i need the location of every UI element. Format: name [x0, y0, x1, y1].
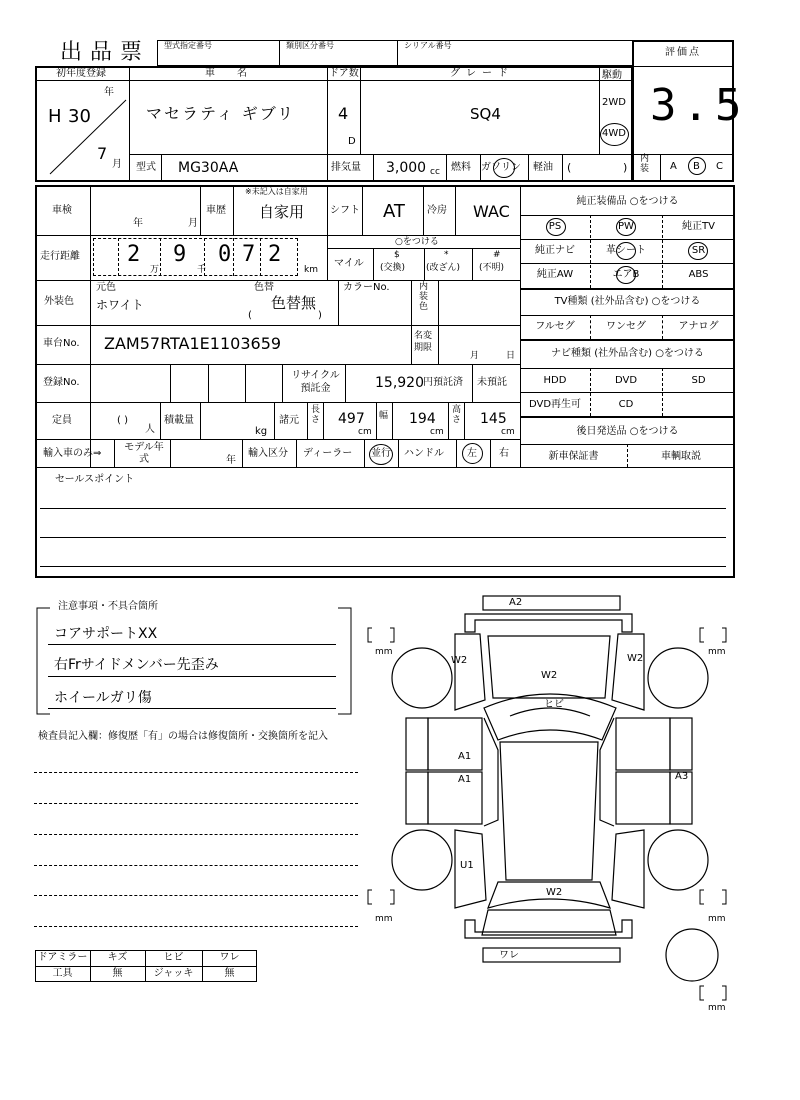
- damage-mark-w2-trunk: W2: [546, 887, 563, 898]
- tv-oneseg: ワンセグ: [606, 321, 646, 332]
- tire-mm-front-left: mm: [375, 647, 393, 657]
- legend-doormirror: ドアミラー: [37, 952, 88, 963]
- mileage-sen-unit: 千: [197, 265, 207, 275]
- interior-b-circle: [688, 157, 706, 175]
- model-year-label: モデル年式: [124, 442, 164, 465]
- equip-pw-circle: [616, 218, 636, 236]
- mile-opt3-symbol: #: [493, 250, 501, 260]
- equip-aw: 純正AW: [536, 269, 574, 280]
- handle-left: 左: [467, 448, 477, 459]
- light-oil-label: 軽油: [533, 162, 553, 173]
- height-label: 高さ: [452, 405, 462, 425]
- mileage-digit-5: 2: [268, 242, 282, 267]
- mileage-label: 走行距離: [40, 251, 80, 262]
- category-label: 類別区分番号: [286, 41, 334, 50]
- interior-b: B: [693, 161, 700, 172]
- equip-airbag-circle: [616, 266, 636, 284]
- mile-opt1-symbol: $: [394, 250, 400, 260]
- title-expiry-label: 名変期限: [414, 331, 433, 353]
- grade-label: グレード: [450, 68, 514, 79]
- legend-crack: ヒビ: [163, 952, 184, 963]
- first-reg-label: 初年度登録: [56, 68, 106, 79]
- dimensions-label: 諸元: [279, 415, 299, 426]
- color-no-label: カラーNo.: [343, 282, 390, 293]
- damage-mark-a1-rear-door: A1: [458, 774, 472, 785]
- orig-color-label: 元色: [96, 282, 116, 293]
- import-label: 輸入車のみ⇒: [43, 448, 102, 459]
- import-type-value: ディーラー: [303, 448, 353, 459]
- mile-attach-label: ○をつける: [395, 237, 439, 247]
- recycle-value: 15,920: [375, 375, 424, 391]
- load-unit: kg: [255, 426, 268, 437]
- car-diagram: [360, 590, 740, 1020]
- width-unit: cm: [430, 427, 444, 437]
- inspector-label: 検査員記入欄：修復歴「有」の場合は修復箇所・交換箇所を記入: [38, 731, 328, 742]
- damage-mark-a3-right: A3: [675, 771, 689, 782]
- width-value: 194: [409, 411, 436, 427]
- mile-opt2-symbol: *: [444, 250, 449, 260]
- history-value: 自家用: [259, 203, 305, 221]
- equip-ps: PS: [548, 221, 562, 232]
- doors-suffix: D: [348, 136, 356, 147]
- interior-a: A: [670, 161, 677, 172]
- capacity-label: 定員: [52, 415, 72, 426]
- legend-jack-value: 無: [224, 968, 235, 979]
- exterior-color-label: 外装色: [44, 296, 74, 307]
- repaint-paren-open: (: [248, 310, 252, 321]
- damage-mark-crack-windshield: ヒビ: [544, 699, 564, 710]
- era-label: H: [48, 106, 62, 127]
- shaken-month-unit: 月: [188, 218, 198, 229]
- doors-label: ドア数: [329, 68, 359, 79]
- tire-mm-rear-left: mm: [375, 914, 393, 924]
- legend-tools: 工具: [52, 968, 73, 979]
- chassis-value: ZAM57RTA1E1103659: [104, 334, 282, 353]
- legend-jack: ジャッキ: [153, 968, 194, 979]
- equip-pw: PW: [618, 221, 634, 232]
- grade-value: SQ4: [470, 105, 501, 123]
- year-unit: 年: [104, 87, 114, 98]
- model-value: MG30AA: [178, 160, 239, 176]
- equip-airbag: エアB: [612, 269, 640, 280]
- tv-header: TV種類 (社外品含む) ○をつける: [554, 296, 701, 307]
- recycle-status: 円預託済: [423, 377, 463, 388]
- navi-sd: SD: [691, 375, 706, 386]
- drive-2wd: 2WD: [602, 97, 626, 108]
- reg-no-label: 登録No.: [43, 377, 80, 388]
- height-value: 145: [480, 411, 507, 427]
- handle-left-circle: [462, 443, 483, 464]
- light-oil-paren-open: (: [567, 161, 572, 174]
- damage-mark-w2-left: W2: [451, 655, 468, 666]
- handle-label: ハンドル: [404, 448, 444, 459]
- drive-label: 駆動: [602, 70, 622, 81]
- length-unit: cm: [358, 427, 372, 437]
- legend-break: ワレ: [219, 952, 240, 963]
- tire-mm-spare: mm: [708, 1003, 726, 1013]
- navi-hdd: HDD: [543, 375, 567, 386]
- load-label: 積載量: [164, 415, 194, 426]
- mileage-digit-2: 9: [173, 242, 187, 267]
- displacement-label: 排気量: [331, 162, 361, 173]
- mileage-digit-1: 2: [127, 242, 141, 267]
- damage-mark-a1-front-door: A1: [458, 751, 472, 762]
- equip-leather-circle: [616, 242, 636, 260]
- score-label: 評価点: [665, 47, 701, 58]
- interior-c: C: [716, 161, 723, 172]
- mile-label: マイル: [334, 258, 364, 269]
- tire-mm-rear-right: mm: [708, 914, 726, 924]
- note-item-3: ホイールガリ傷: [54, 690, 152, 706]
- mileage-digit-4: 7: [242, 242, 256, 267]
- registration-id-box: [157, 40, 633, 66]
- history-note: ※未記入は自家用: [245, 187, 308, 196]
- note-item-2: 右Frサイドメンバー先歪み: [54, 657, 219, 673]
- model-year-unit: 年: [226, 455, 236, 466]
- mileage-km-unit: km: [304, 265, 318, 275]
- ac-label: 冷房: [427, 205, 447, 216]
- equip-leather: 革シート: [606, 245, 646, 256]
- damage-mark-a2-front: A2: [509, 597, 523, 608]
- post-warranty: 新車保証書: [548, 451, 599, 462]
- history-label: 車歴: [206, 205, 226, 216]
- equip-abs: ABS: [688, 269, 709, 280]
- repaint-paren-close: ): [318, 310, 322, 321]
- light-oil-paren-close: ): [623, 161, 628, 174]
- post-header: 後日発送品 ○をつける: [576, 426, 679, 437]
- shift-label: シフト: [330, 205, 360, 216]
- shaken-year-unit: 年: [133, 218, 143, 229]
- score-value: 3.5: [650, 80, 748, 131]
- mile-opt3: (不明): [479, 263, 505, 273]
- note-item-1: コアサポートXX: [54, 626, 158, 642]
- interior-color-label: 内装色: [419, 282, 429, 312]
- mile-opt2: (改ざん): [426, 263, 461, 273]
- displacement-unit: cc: [430, 167, 440, 177]
- tv-analog: アナログ: [678, 321, 719, 332]
- shaken-label: 車検: [52, 205, 72, 216]
- equip-sr-circle: [688, 242, 708, 260]
- orig-color-value: ホワイト: [96, 298, 144, 312]
- capacity-unit: 人: [145, 424, 155, 435]
- handle-right: 右: [499, 448, 509, 459]
- parallel-circle: [369, 444, 393, 465]
- model-label: 型式: [136, 162, 156, 173]
- repaint-label: 色替: [254, 282, 274, 293]
- equip-tv: 純正TV: [682, 221, 715, 232]
- expiry-day-unit: 日: [506, 351, 516, 361]
- recycle-unpaid: 未預託: [477, 377, 507, 388]
- damage-mark-w2-right: W2: [627, 653, 644, 664]
- recycle-label: リサイクル預託金: [291, 370, 340, 394]
- height-unit: cm: [501, 427, 515, 437]
- first-reg-year: 30: [68, 106, 91, 127]
- navi-cd: CD: [618, 399, 634, 410]
- navi-dvd-play: DVD再生可: [528, 399, 582, 410]
- length-label: 長さ: [311, 405, 321, 425]
- equipment-header: 純正装備品 ○をつける: [576, 196, 679, 207]
- shift-value: AT: [383, 201, 405, 222]
- mile-opt1: (交換): [380, 263, 406, 273]
- fuel-label: 燃料: [451, 162, 471, 173]
- drive-4wd: 4WD: [602, 128, 626, 139]
- equip-ps-circle: [546, 218, 566, 236]
- serial-label: シリアル番号: [404, 41, 452, 50]
- chassis-label: 車台No.: [43, 338, 80, 349]
- capacity-paren: ( ): [117, 415, 128, 426]
- length-value: 497: [338, 411, 365, 427]
- car-name-value: マセラティ ギブリ: [146, 104, 296, 123]
- displacement-value: 3,000: [386, 160, 427, 176]
- mileage-digit-3: 0: [218, 242, 232, 267]
- fuel-gasoline-circle: [493, 158, 515, 178]
- page-title: 出品票: [60, 40, 151, 65]
- fuel-value: ガソリン: [481, 162, 521, 173]
- type-designation-label: 型式指定番号: [164, 41, 212, 50]
- damage-mark-u1-rear-left: U1: [460, 860, 474, 871]
- ac-value: WAC: [473, 202, 510, 221]
- first-reg-month: 7: [97, 144, 108, 163]
- month-unit: 月: [112, 159, 122, 170]
- import-type-label: 輸入区分: [248, 448, 288, 459]
- sales-point-label: セールスポイント: [55, 474, 135, 485]
- equip-sr: SR: [691, 245, 706, 256]
- post-manual: 車輌取説: [661, 451, 701, 462]
- width-label: 幅: [379, 411, 389, 421]
- interior-label: 内装: [640, 154, 650, 174]
- parallel-label: 並行: [371, 448, 391, 459]
- tv-fullseg: フルセグ: [535, 321, 575, 332]
- damage-mark-break-rear: ワレ: [499, 950, 519, 961]
- car-name-label: 車名: [205, 68, 269, 79]
- doors-value: 4: [338, 104, 349, 123]
- damage-mark-w2-hood: W2: [541, 670, 558, 681]
- equip-navi: 純正ナビ: [535, 245, 575, 256]
- legend-tools-value: 無: [112, 968, 123, 979]
- expiry-month-unit: 月: [470, 351, 480, 361]
- drive-4wd-circle: [600, 123, 629, 146]
- navi-header: ナビ種類 (社外品含む) ○をつける: [551, 348, 704, 359]
- notes-label: 注意事項・不具合箇所: [58, 601, 158, 612]
- navi-dvd: DVD: [614, 375, 638, 386]
- legend-scratch: キズ: [107, 952, 128, 963]
- repaint-value: 色替無: [271, 294, 317, 312]
- mileage-man-unit: 万: [150, 265, 160, 275]
- tire-mm-front-right: mm: [708, 647, 726, 657]
